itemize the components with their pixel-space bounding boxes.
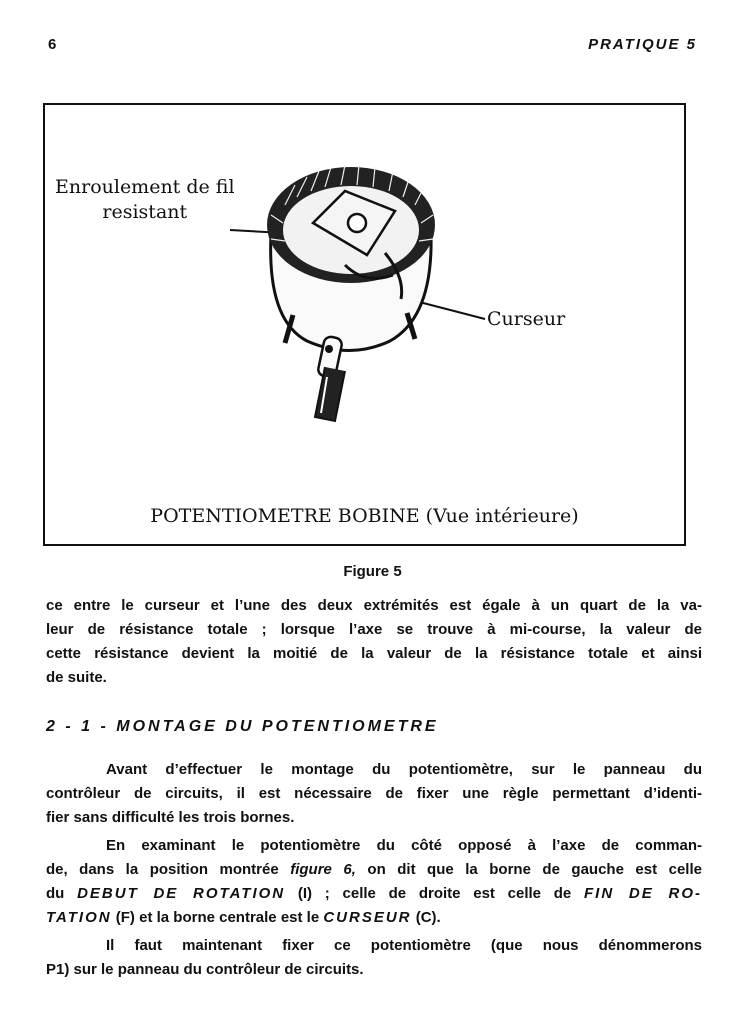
text-line: du DEBUT DE ROTATION (I) ; celle de droite est celle de FIN DE RO-	[46, 885, 702, 902]
text-line: TATION (F) et la borne centrale est le CURSEUR (C).	[46, 909, 441, 926]
term-fin-rotation-cont: TATION	[46, 909, 112, 926]
text-line: ce entre le curseur et l’une des deux extrémités est égale à un quart de la va-	[46, 597, 702, 614]
section-heading: 2 - 1 - MONTAGE DU POTENTIOMETRE	[46, 718, 439, 735]
term-debut-rotation: DEBUT DE ROTATION	[77, 885, 286, 902]
term-curseur: CURSEUR	[323, 909, 412, 926]
potentiometer-illustration	[45, 105, 688, 548]
text-line: En examinant le potentiomètre du côté opposé à l’axe de comman-	[106, 837, 702, 854]
text-line: de, dans la position montrée figure 6, on dit que la borne de gauche est celle	[46, 861, 702, 878]
text-line: Avant d’effectuer le montage du potentiomètre, sur le panneau du	[106, 761, 702, 778]
winding-label: Enroulement de fil resistant	[55, 176, 235, 223]
paragraph-3	[46, 834, 702, 930]
text-line: P1) sur le panneau du contrôleur de circuits.	[46, 961, 364, 978]
text-line: cette résistance devient la moitié de la valeur de la résistance totale et ainsi	[46, 645, 702, 662]
cursor-label: Curseur	[487, 308, 566, 330]
text-line: leur de résistance totale ; lorsque l’axe se trouve à mi-course, la valeur de	[46, 621, 702, 638]
text-line: Il faut maintenant fixer ce potentiomètre (que nous dénommerons	[106, 937, 702, 954]
figure-frame	[43, 103, 686, 546]
term-fin-rotation: FIN DE RO-	[584, 885, 702, 902]
paragraph-2	[46, 758, 702, 830]
text-line: de suite.	[46, 669, 107, 686]
paragraph-1	[46, 594, 702, 690]
figure-inner-caption: POTENTIOMETRE BOBINE (Vue intérieure)	[150, 505, 579, 527]
running-title: PRATIQUE 5	[588, 36, 697, 53]
figure-caption: Figure 5	[343, 563, 402, 580]
wiper-hub	[348, 214, 366, 232]
figure-reference: figure 6,	[290, 861, 356, 878]
text-line: contrôleur de circuits, il est nécessaire de fixer une règle permettant d’identi-	[46, 785, 702, 802]
text-line: fier sans difficulté les trois bornes.	[46, 809, 295, 826]
page-number: 6	[48, 36, 57, 53]
paragraph-4	[46, 934, 702, 982]
